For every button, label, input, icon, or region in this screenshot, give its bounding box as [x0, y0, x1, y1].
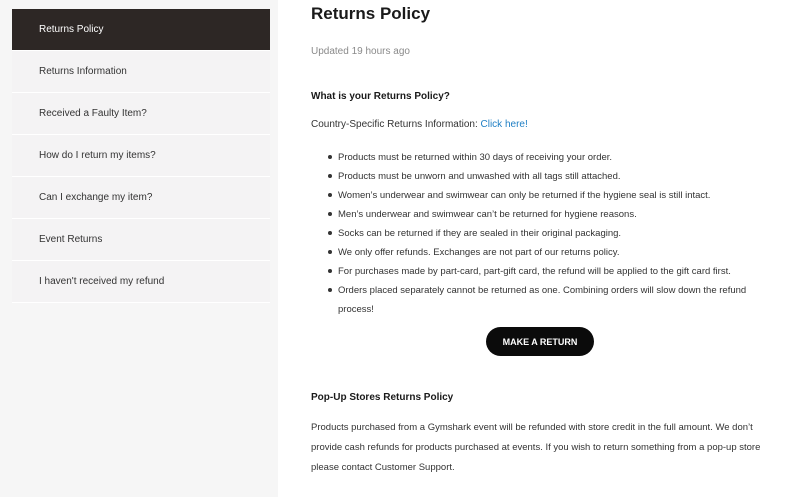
country-info-text: Country-Specific Returns Information: [311, 119, 481, 130]
sidebar-item-refund-not-received[interactable] [12, 261, 270, 303]
sidebar-item-event-returns[interactable] [12, 219, 270, 261]
sidebar-item-label: Event Returns [39, 234, 103, 245]
country-info-link[interactable]: Click here! [480, 119, 528, 130]
policy-list [311, 148, 778, 319]
list-item: Women’s underwear and swimwear can only be returned if the hygiene seal is still intact. [338, 186, 778, 205]
popup-stores-heading: Pop-Up Stores Returns Policy [311, 392, 454, 403]
make-a-return-button[interactable]: MAKE A RETURN [486, 327, 594, 356]
list-item: Men’s underwear and swimwear can’t be returned for hygiene reasons. [338, 205, 778, 224]
sidebar-item-label: Returns Policy [39, 24, 104, 35]
list-item: Socks can be returned if they are sealed in their original packaging. [338, 224, 778, 243]
sidebar-item-label: How do I return my items? [39, 150, 156, 161]
policy-heading: What is your Returns Policy? [311, 91, 450, 102]
country-info-line [311, 119, 528, 130]
page-title: Returns Policy [311, 4, 431, 23]
article-content [278, 0, 800, 497]
sidebar-item-label: Received a Faulty Item? [39, 108, 147, 119]
list-item: Products must be returned within 30 days of receiving your order. [338, 148, 778, 167]
sidebar-item-returns-information[interactable] [12, 51, 270, 93]
sidebar-item-returns-policy[interactable] [12, 9, 270, 51]
sidebar-item-how-to-return[interactable] [12, 135, 270, 177]
updated-timestamp: Updated 19 hours ago [311, 46, 410, 57]
list-item: For purchases made by part-card, part-gift card, the refund will be applied to the gift card first. [338, 262, 778, 281]
sidebar-item-exchange[interactable] [12, 177, 270, 219]
list-item: We only offer refunds. Exchanges are not part of our returns policy. [338, 243, 778, 262]
sidebar-item-label: Returns Information [39, 66, 127, 77]
list-item: Products must be unworn and unwashed with all tags still attached. [338, 167, 778, 186]
sidebar-item-label: I haven't received my refund [39, 276, 165, 287]
popup-stores-text: Products purchased from a Gymshark event will be refunded with store credit in the full amount. We don’t provide cash refunds for products purchased at events. If you wish to return something from a pop-up store please contact Customer Support. [311, 422, 761, 473]
list-item: Orders placed separately cannot be returned as one. Combining orders will slow down the refund process! [338, 281, 778, 319]
sidebar-item-faulty-item[interactable] [12, 93, 270, 135]
sidebar-item-label: Can I exchange my item? [39, 192, 153, 203]
sidebar-nav [12, 9, 270, 303]
